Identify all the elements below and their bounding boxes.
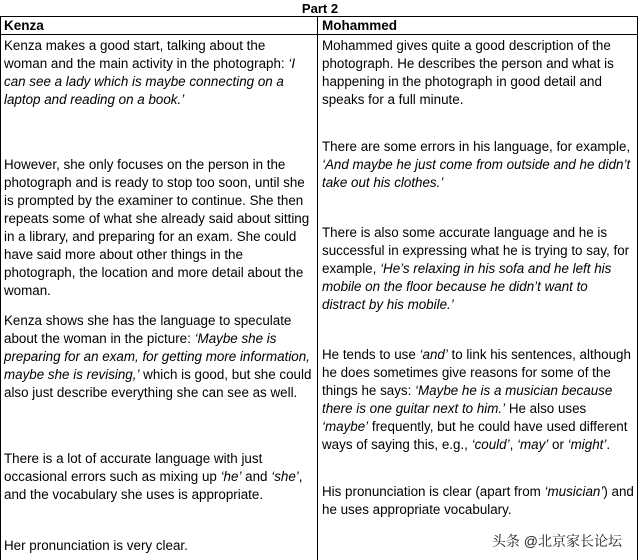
mohammed-paragraph-3 <box>322 224 634 314</box>
text-run: , and the vocabulary she uses is appropriate. <box>4 469 303 502</box>
text-run: ‘And maybe he just come from outside and he didn’t take out his clothes.’ <box>322 157 631 190</box>
text-run: ‘maybe’ <box>322 419 369 434</box>
kenza-paragraph-1 <box>4 37 312 109</box>
text-run: Kenza shows she has the language to speculate about the woman in the picture: <box>4 313 292 346</box>
kenza-paragraph-2 <box>4 156 312 300</box>
mohammed-paragraph-5 <box>322 483 634 519</box>
mohammed-paragraph-4 <box>322 346 634 454</box>
mohammed-paragraph-1 <box>322 37 634 109</box>
text-run: Mohammed gives quite a good description of the photograph. He describes the person and what is happening in the photograph in good detail and speaks for a full minute. <box>322 38 614 107</box>
text-run: and <box>241 469 272 484</box>
table-top-border <box>0 16 638 17</box>
watermark-text: 头条 @北京家长论坛 <box>488 530 626 552</box>
text-run: ‘and’ <box>419 347 448 362</box>
page-title: Part 2 <box>301 1 339 16</box>
column-header-kenza: Kenza <box>4 18 44 33</box>
kenza-paragraph-4 <box>4 450 312 504</box>
text-run: He tends to use <box>322 347 420 362</box>
text-run: ‘Maybe she is preparing for an exam, for getting more information, maybe she is revising,’ <box>4 331 310 382</box>
text-run: to link his sentences, although he does sometimes give reasons for some of the things he says: <box>322 347 631 398</box>
text-run: ‘I can see a lady which is maybe connecting on a laptop and reading on a book.’ <box>4 56 296 107</box>
kenza-paragraph-5 <box>4 537 312 555</box>
text-run: ) and he uses appropriate vocabulary. <box>322 484 634 517</box>
table-left-border <box>0 16 1 560</box>
text-run: ‘he’ <box>220 469 242 484</box>
column-header-mohammed: Mohammed <box>322 18 398 33</box>
text-run: ‘may’ <box>517 437 549 452</box>
text-run: There are some errors in his language, for example, <box>322 139 631 154</box>
text-run: which is good, but she could also just describe everything she can see as well. <box>4 367 312 400</box>
text-run: ‘musician’ <box>544 484 604 499</box>
text-run: Kenza makes a good start, talking about the woman and the main activity in the photograph: <box>4 38 289 71</box>
text-run: His pronunciation is clear (apart from <box>322 484 545 499</box>
text-run: ‘He’s relaxing in his sofa and he left his mobile on the floor because he didn’t want to distract by his mobile.’ <box>322 261 612 312</box>
table-right-border <box>637 16 638 560</box>
column-divider <box>317 16 318 560</box>
text-run: or <box>548 437 568 452</box>
text-run: , <box>509 437 518 452</box>
text-run: Her pronunciation is very clear. <box>4 538 188 553</box>
text-run: ‘she’ <box>271 469 299 484</box>
mohammed-paragraph-2 <box>322 138 634 192</box>
text-run: There is also some accurate language and he is successful in expressing what he is trying to say, for example, <box>322 225 630 276</box>
text-run: ‘Maybe he is a musician because there is one guitar next to him.’ <box>322 383 613 416</box>
text-run: ‘might’ <box>567 437 607 452</box>
text-run: However, she only focuses on the person in the photograph and is ready to stop too soon, until she is prompted by the examiner to continue. She then repeats some of what she already said about sitting in a library, and preparing for an exam. She could have said more about other things in the photograph, the location and more detail about the woman. <box>4 157 310 298</box>
text-run: frequently, but he could have used different ways of saying this, e.g., <box>322 419 628 452</box>
header-divider <box>0 34 638 35</box>
text-run: There is a lot of accurate language with just occasional errors such as mixing up <box>4 451 263 484</box>
kenza-paragraph-3 <box>4 312 312 402</box>
text-run: He also uses <box>505 401 587 416</box>
text-run: . <box>606 437 611 452</box>
text-run: ‘could’ <box>471 437 510 452</box>
